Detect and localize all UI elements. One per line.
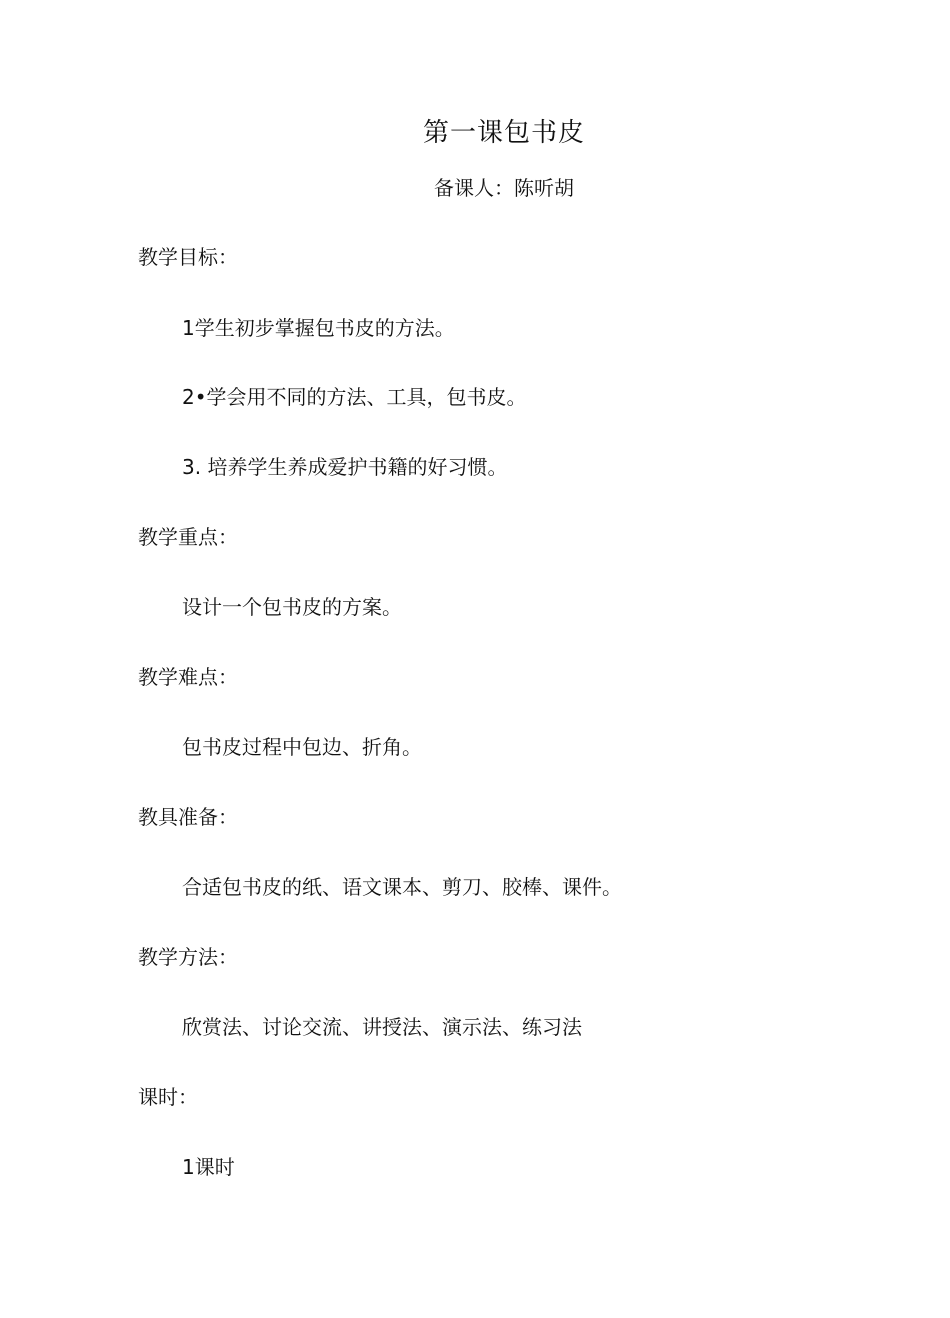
key-point-item: 设计一个包书皮的方案。 (182, 595, 402, 619)
materials-item: 合适包书皮的纸、语文课本、剪刀、胶棒、课件。 (182, 875, 622, 899)
methods-item: 欣赏法、讨论交流、讲授法、演示法、练习法 (182, 1015, 582, 1039)
heading-materials: 教具准备： (138, 805, 238, 829)
goal-item-2: 2•学会用不同的方法、工具，包书皮。 (182, 385, 527, 409)
goal-item-3: 3. 培养学生养成爱护书籍的好习惯。 (182, 455, 508, 479)
author-line: 备课人：陈听胡 (434, 176, 574, 200)
heading-difficulties: 教学难点： (138, 665, 238, 689)
difficulty-item: 包书皮过程中包边、折角。 (182, 735, 422, 759)
document-title: 第一课包书皮 (422, 118, 585, 148)
duration-item: 1课时 (182, 1155, 235, 1179)
heading-key-points: 教学重点： (138, 525, 238, 549)
heading-methods: 教学方法： (138, 945, 238, 969)
heading-duration: 课时： (138, 1085, 198, 1109)
goal-item-1: 1学生初步掌握包书皮的方法。 (182, 316, 455, 340)
heading-teaching-goals: 教学目标： (138, 245, 238, 269)
